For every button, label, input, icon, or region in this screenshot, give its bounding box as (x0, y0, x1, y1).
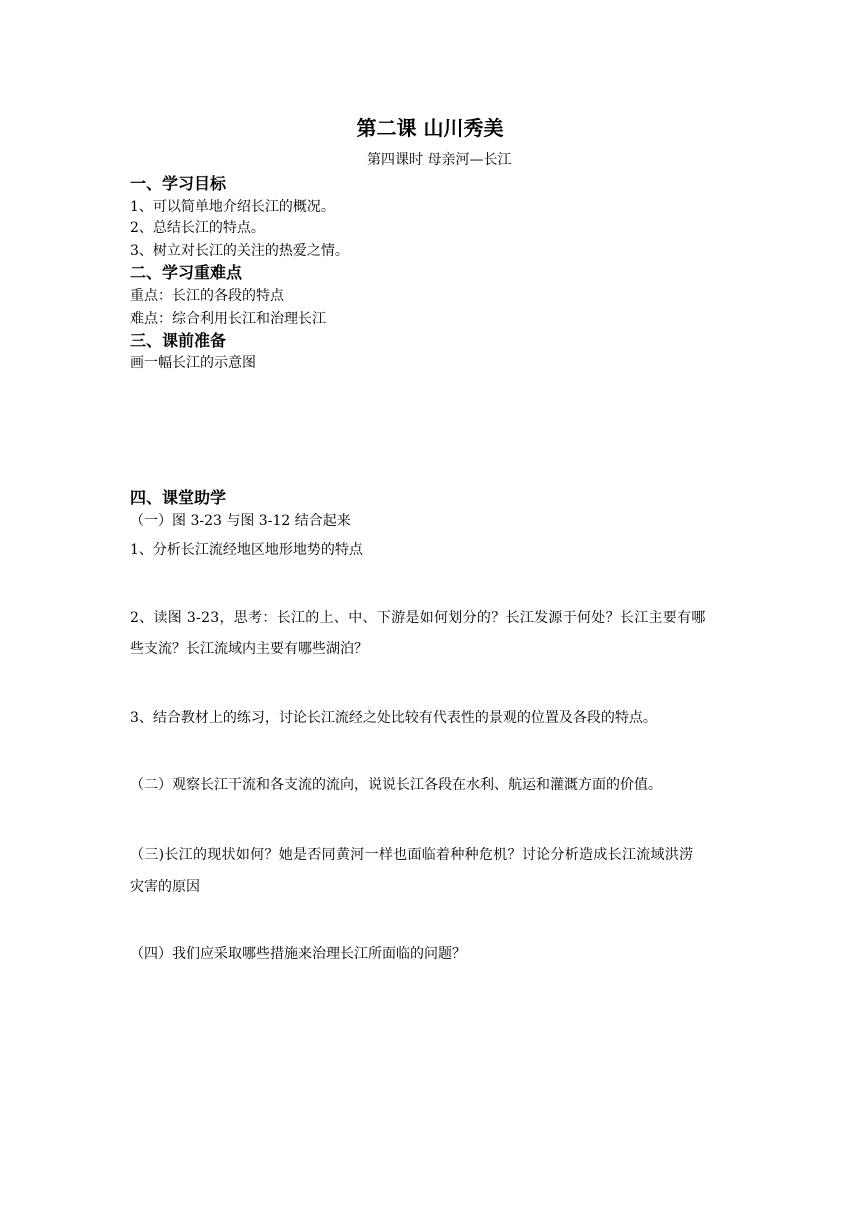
page-subtitle: 第四课时 母亲河—长江 (367, 152, 512, 168)
page-title: 第二课 山川秀美 (356, 116, 504, 140)
section-heading-objectives: 一、学习目标 (130, 174, 227, 193)
objective-item: 2、总结长江的特点。 (130, 220, 265, 236)
objective-item: 3、树立对长江的关注的热爱之情。 (130, 243, 349, 259)
section-heading-classroom: 四、课堂助学 (130, 488, 227, 507)
question-item: 3、结合教材上的练习，讨论长江流经之处比较有代表性的景观的位置及各段的特点。 (130, 710, 657, 726)
section-heading-key-points: 二、学习重难点 (130, 263, 243, 282)
question-item: （四）我们应采取哪些措施来治理长江所面临的问题？ (130, 946, 466, 962)
question-item: （三)长江的现状如何？她是否同黄河一样也面临着种种危机？讨论分析造成长江流域洪涝 (130, 847, 694, 863)
key-point-item: 重点：长江的各段的特点 (130, 288, 284, 304)
question-item-continuation: 灾害的原因 (130, 879, 200, 895)
question-item-continuation: 些支流？长江流域内主要有哪些湖泊？ (130, 641, 368, 657)
question-item: 2、读图 3-23，思考：长江的上、中、下游是如何划分的？长江发源于何处？长江主要有哪 (130, 610, 706, 626)
section-heading-preparation: 三、课前准备 (130, 331, 227, 350)
classroom-subheading: （一）图 3-23 与图 3-12 结合起来 (130, 513, 351, 529)
question-item: （二）观察长江干流和各支流的流向，说说长江各段在水利、航运和灌溉方面的价值。 (130, 777, 662, 793)
objective-item: 1、可以简单地介绍长江的概况。 (130, 199, 335, 215)
preparation-item: 画一幅长江的示意图 (130, 355, 256, 371)
question-item: 1、分析长江流经地区地形地势的特点 (130, 542, 363, 558)
difficult-point-item: 难点：综合利用长江和治理长江 (130, 311, 326, 327)
